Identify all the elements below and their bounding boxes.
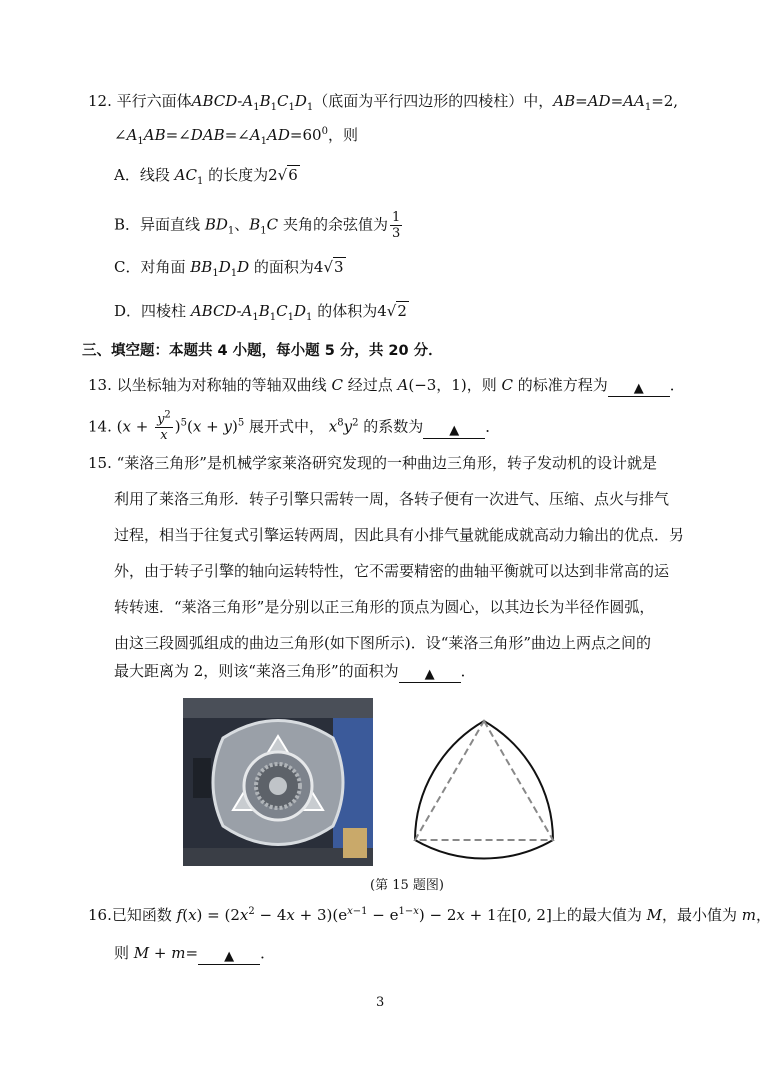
- q12-option-c: C．对角面 $BB_1D_1D$ 的面积为4√3: [114, 258, 344, 279]
- answer-blank[interactable]: ▲: [399, 664, 461, 683]
- q12-stem: 12. 平行六面体ABCD-$A_1B_1C_1D_1$（底面为平行四边形的四棱柱）中，$AB=AD=AA_1=2$,: [88, 92, 679, 113]
- q13-text: 13. 以坐标轴为对称轴的等轴双曲线 C 经过点 A(−3，1)，则 C 的标准方程为 ▲ ．: [88, 376, 685, 396]
- reuleaux-outline: [415, 721, 553, 858]
- reuleaux-triangle-diagram: [412, 716, 572, 866]
- q12-option-b: B．异面直线 $BD_1$、$B_1C$ 夹角的余弦值为 $\frac{1}{3}$: [114, 210, 401, 241]
- q12-angle-condition: $\angle A_1AB=\angle DAB=\angle A_1AD=60^0$，则: [114, 126, 358, 147]
- q15-line-4: 外，由于转子引擎的轴向运转特性，它不需要精密的曲轴平衡就可以达到非常高的运: [114, 562, 670, 580]
- q15-line-7: 最大距离为 2，则该“莱洛三角形”的面积为 ▲ ．: [114, 662, 476, 682]
- fraction-one-third: $\frac{1}{3}$: [391, 210, 401, 241]
- q16-line-1: 16.已知函数 $f(x) = (2x^2 - 4x + 3)(e^{x-1} - e^{1-x}) - 2x + 1$在[0, 2]上的最大值为 M，最小值为 m，: [88, 906, 771, 924]
- q16-line-2: 则 M + m= ▲ ．: [114, 944, 276, 964]
- answer-blank[interactable]: ▲: [198, 946, 260, 965]
- figure-caption: (第 15 题图): [370, 878, 444, 893]
- q15-line-5: 转转速．“莱洛三角形”是分别以正三角形的顶点为圆心，以其边长为半径作圆弧，: [114, 598, 655, 616]
- q15-line-2: 利用了莱洛三角形．转子引擎只需转一周，各转子便有一次进气、压缩、点火与排气: [114, 490, 670, 508]
- rotary-engine-photo: [183, 698, 373, 866]
- inscribed-triangle-dashed: [415, 721, 553, 840]
- page-number: 3: [376, 995, 385, 1010]
- q12-option-a: A．线段 $AC_1$ 的长度为2√6: [114, 166, 298, 187]
- q15-line-1: 15. “莱洛三角形”是机械学家莱洛研究发现的一种曲边三角形，转子发动机的设计就是: [88, 454, 657, 472]
- answer-blank[interactable]: ▲: [423, 420, 485, 439]
- q14-text: 14. (x + $\frac{y^2}{x}$ )$^5(x + y)^5$ 展开式中， $x^8y^2$ 的系数为 ▲ ．: [88, 409, 501, 443]
- q12-option-d: D．四棱柱 ABCD-$A_1B_1C_1D_1$ 的体积为4√2: [114, 302, 407, 323]
- section-heading: 三、填空题：本题共 4 小题，每小题 5 分，共 20 分．: [82, 343, 443, 359]
- fraction-y2-over-x: $\frac{y^2}{x}$: [157, 409, 171, 443]
- q15-line-6: 由这三段圆弧组成的曲边三角形(如下图所示)．设“莱洛三角形”曲边上两点之间的: [114, 634, 652, 652]
- q15-line-3: 过程，相当于往复式引擎运转两周，因此具有小排气量就能成就高动力输出的优点．另: [114, 526, 685, 544]
- answer-blank[interactable]: ▲: [608, 378, 670, 397]
